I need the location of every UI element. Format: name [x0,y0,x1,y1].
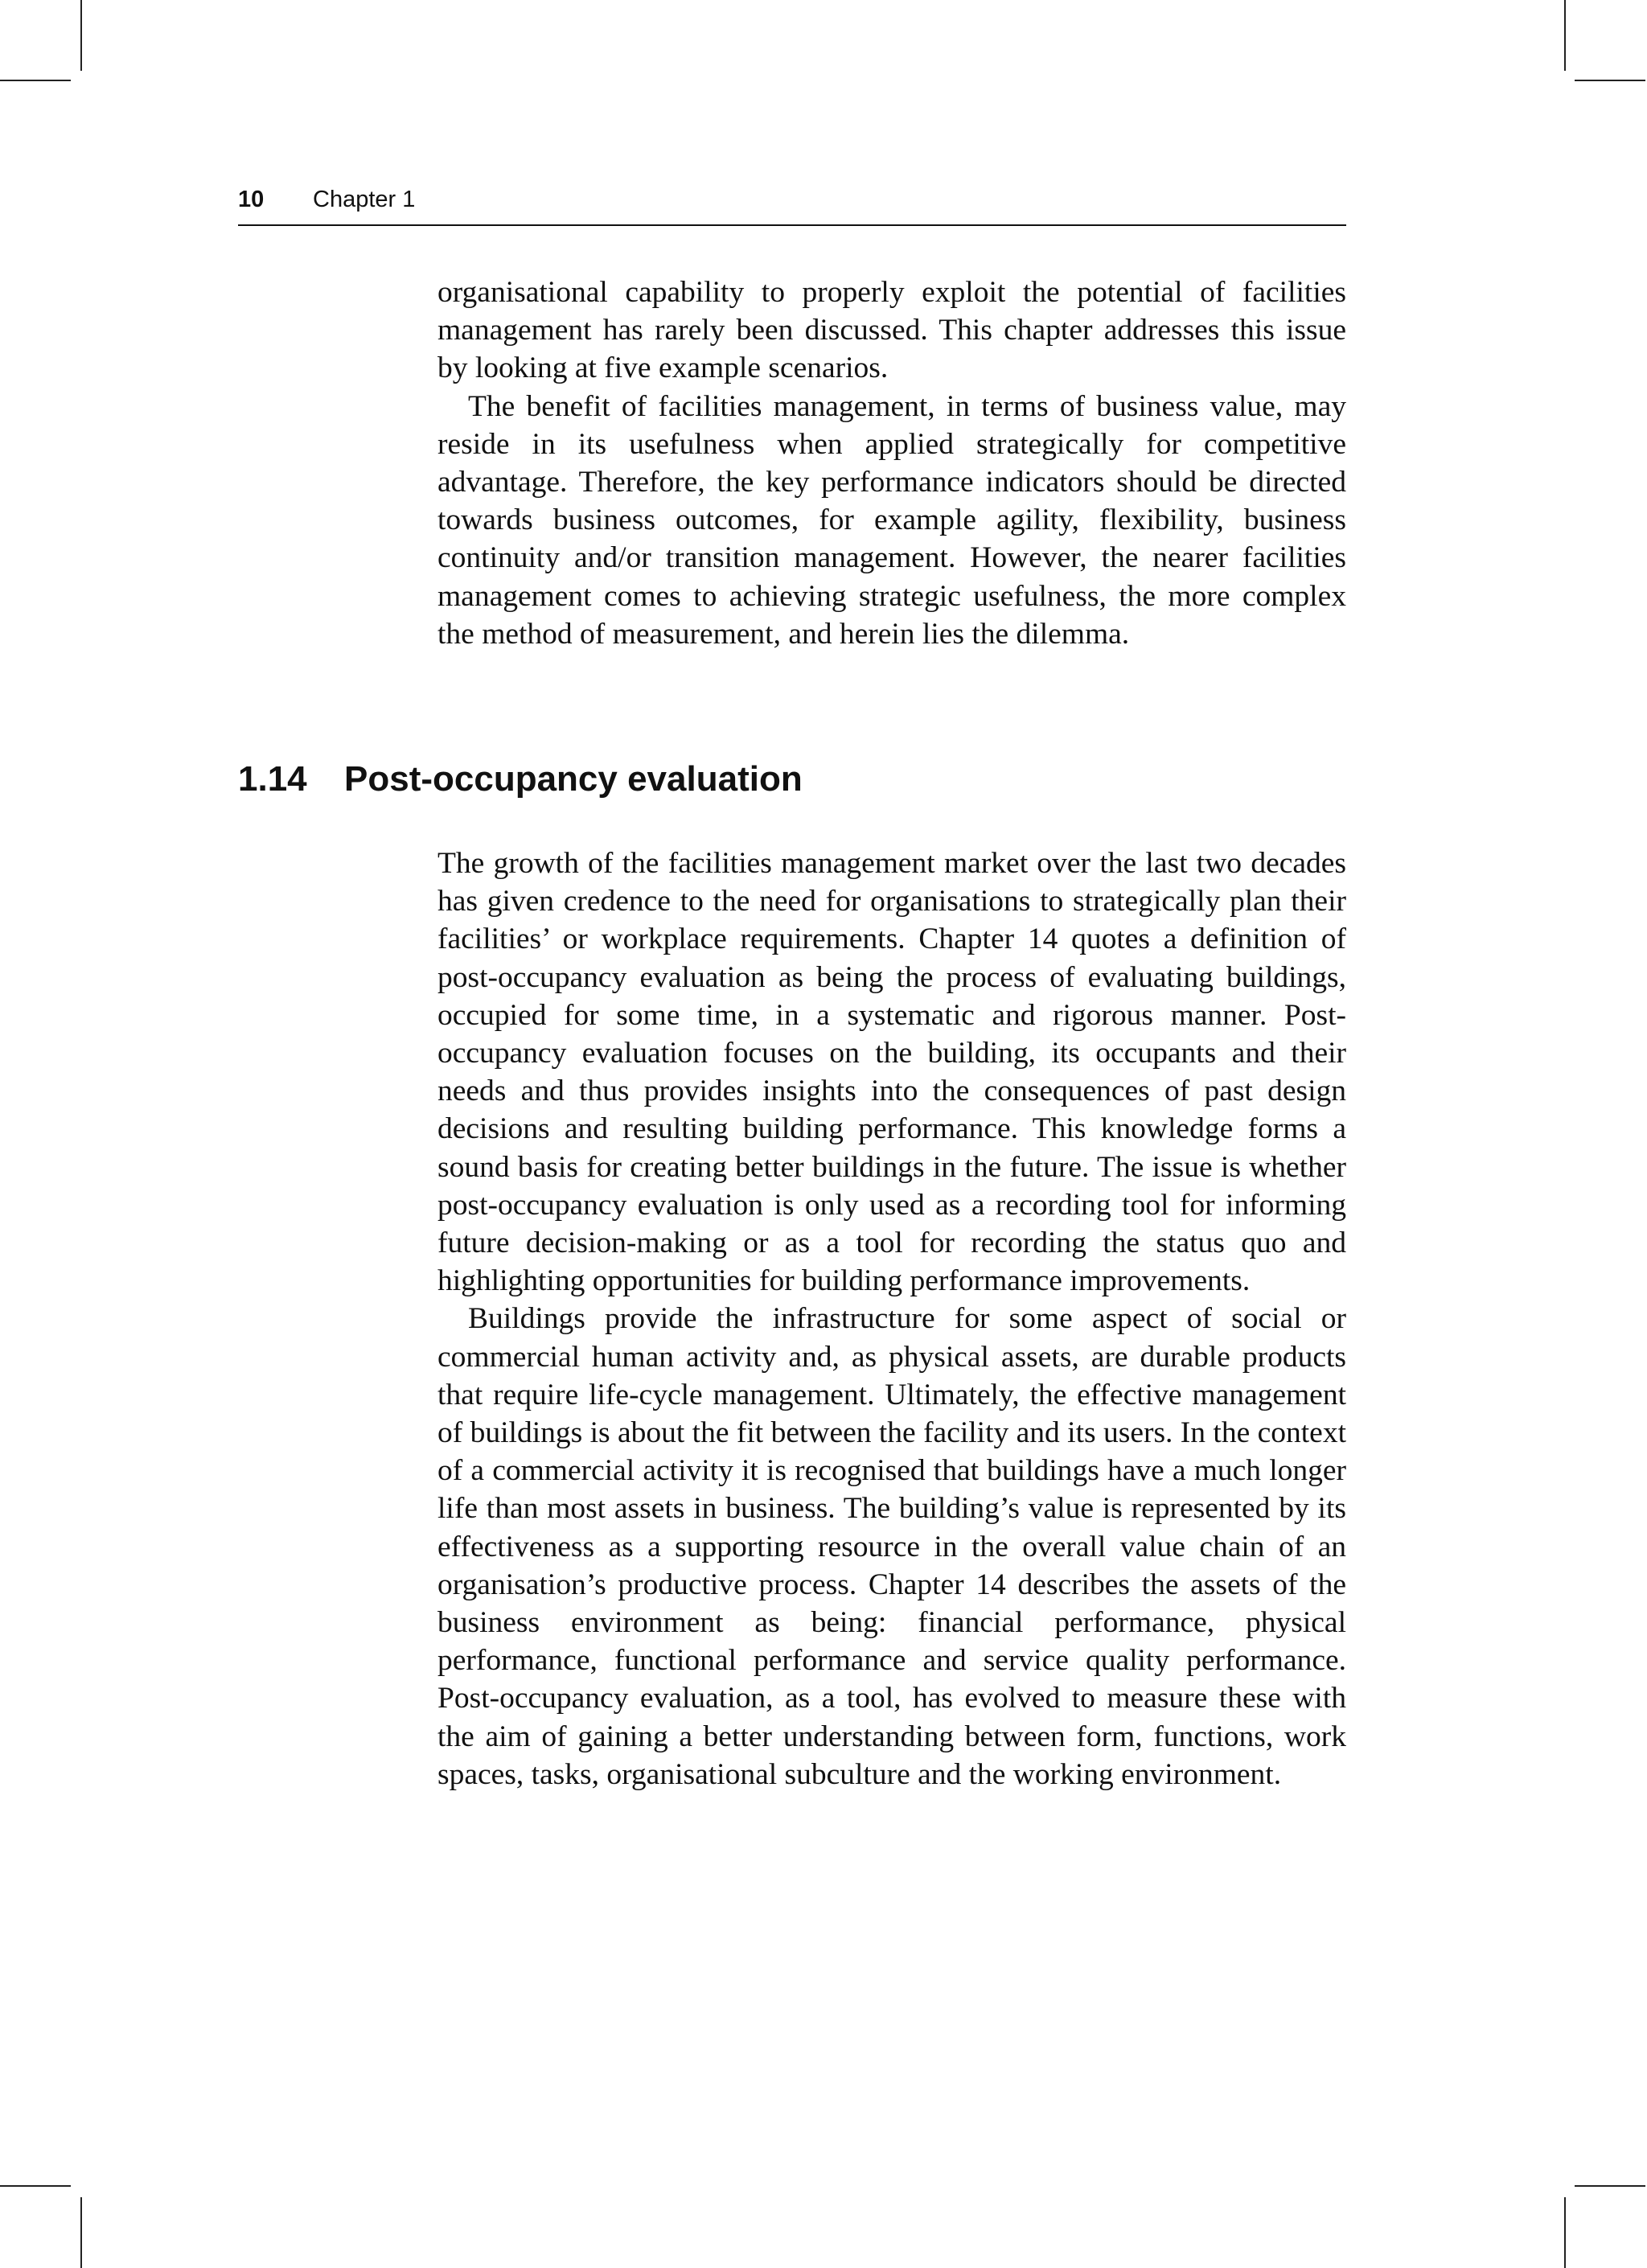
header-rule [238,224,1346,226]
paragraph: organisational capability to properly exploit the potential of facilities management has rarely been discussed. This chapter addresses this issue by looking at five example scenarios. [437,276,1346,385]
crop-mark-top-right [1575,80,1645,81]
section-number: 1.14 [238,759,307,799]
body-text-block [437,273,1346,653]
crop-mark-top-left [80,0,82,71]
section-title: Post-occupancy evaluation [344,759,803,799]
crop-mark-bottom-left [80,2197,82,2268]
running-header [238,182,1346,222]
crop-mark-top-right [1564,0,1566,71]
page-number: 10 [238,187,265,212]
crop-mark-bottom-left [0,2185,71,2187]
crop-mark-bottom-right [1575,2185,1645,2187]
section-heading [238,759,803,799]
paragraph: The benefit of facilities management, in terms of business value, may reside in its usefulness when applied strategically for competitive advantage. Therefore, the key performance indicators should be directed towards business outcomes, for example agility, flexibility, business continuity and/or transition management. However, the nearer facilities management comes to achieving strategic usefulness, the more complex the method of measurement, and herein lies the dilemma. [437,389,1346,651]
running-head: Chapter 1 [313,187,416,212]
crop-mark-bottom-right [1564,2197,1566,2268]
crop-mark-top-left [0,80,71,81]
body-text-block [437,844,1346,1793]
paragraph: Buildings provide the infrastructure for some aspect of social or commercial human activity and, as physical assets, are durable products that require life-cycle management. Ultimately, the effective management of buildings is about the fit between the facility and its users. In the context of a commercial activity it is recognised that buildings have a much longer life than most assets in business. The building’s value is represented by its effectiveness as a supporting resource in the overall value chain of an organisation’s productive process. Chapter 14 describes the assets of the business environment as being: financial performance, physical performance, functional performance and service quality performance. Post-occupancy evaluation, as a tool, has evolved to measure these with the aim of gaining a better understanding between form, functions, work spaces, tasks, organisational subculture and the working environment. [437,1302,1346,1791]
paragraph: The growth of the facilities management market over the last two decades has given credence to the need for organisations to strategically plan their facilities’ or workplace requirements. Chapter 14 quotes a definition of post-occupancy evaluation as being the process of evaluating buildings, occupied for some time, in a systematic and rigorous manner. Post-occupancy evaluation focuses on the building, its occupants and their needs and thus provides insights into the consequences of past design decisions and resulting building performance. This knowledge forms a sound basis for creating better buildings in the future. The issue is whether post-occupancy evaluation is only used as a recording tool for informing future decision-making or as a tool for recording the status quo and highlighting opportunities for building performance improvements. [437,847,1346,1298]
